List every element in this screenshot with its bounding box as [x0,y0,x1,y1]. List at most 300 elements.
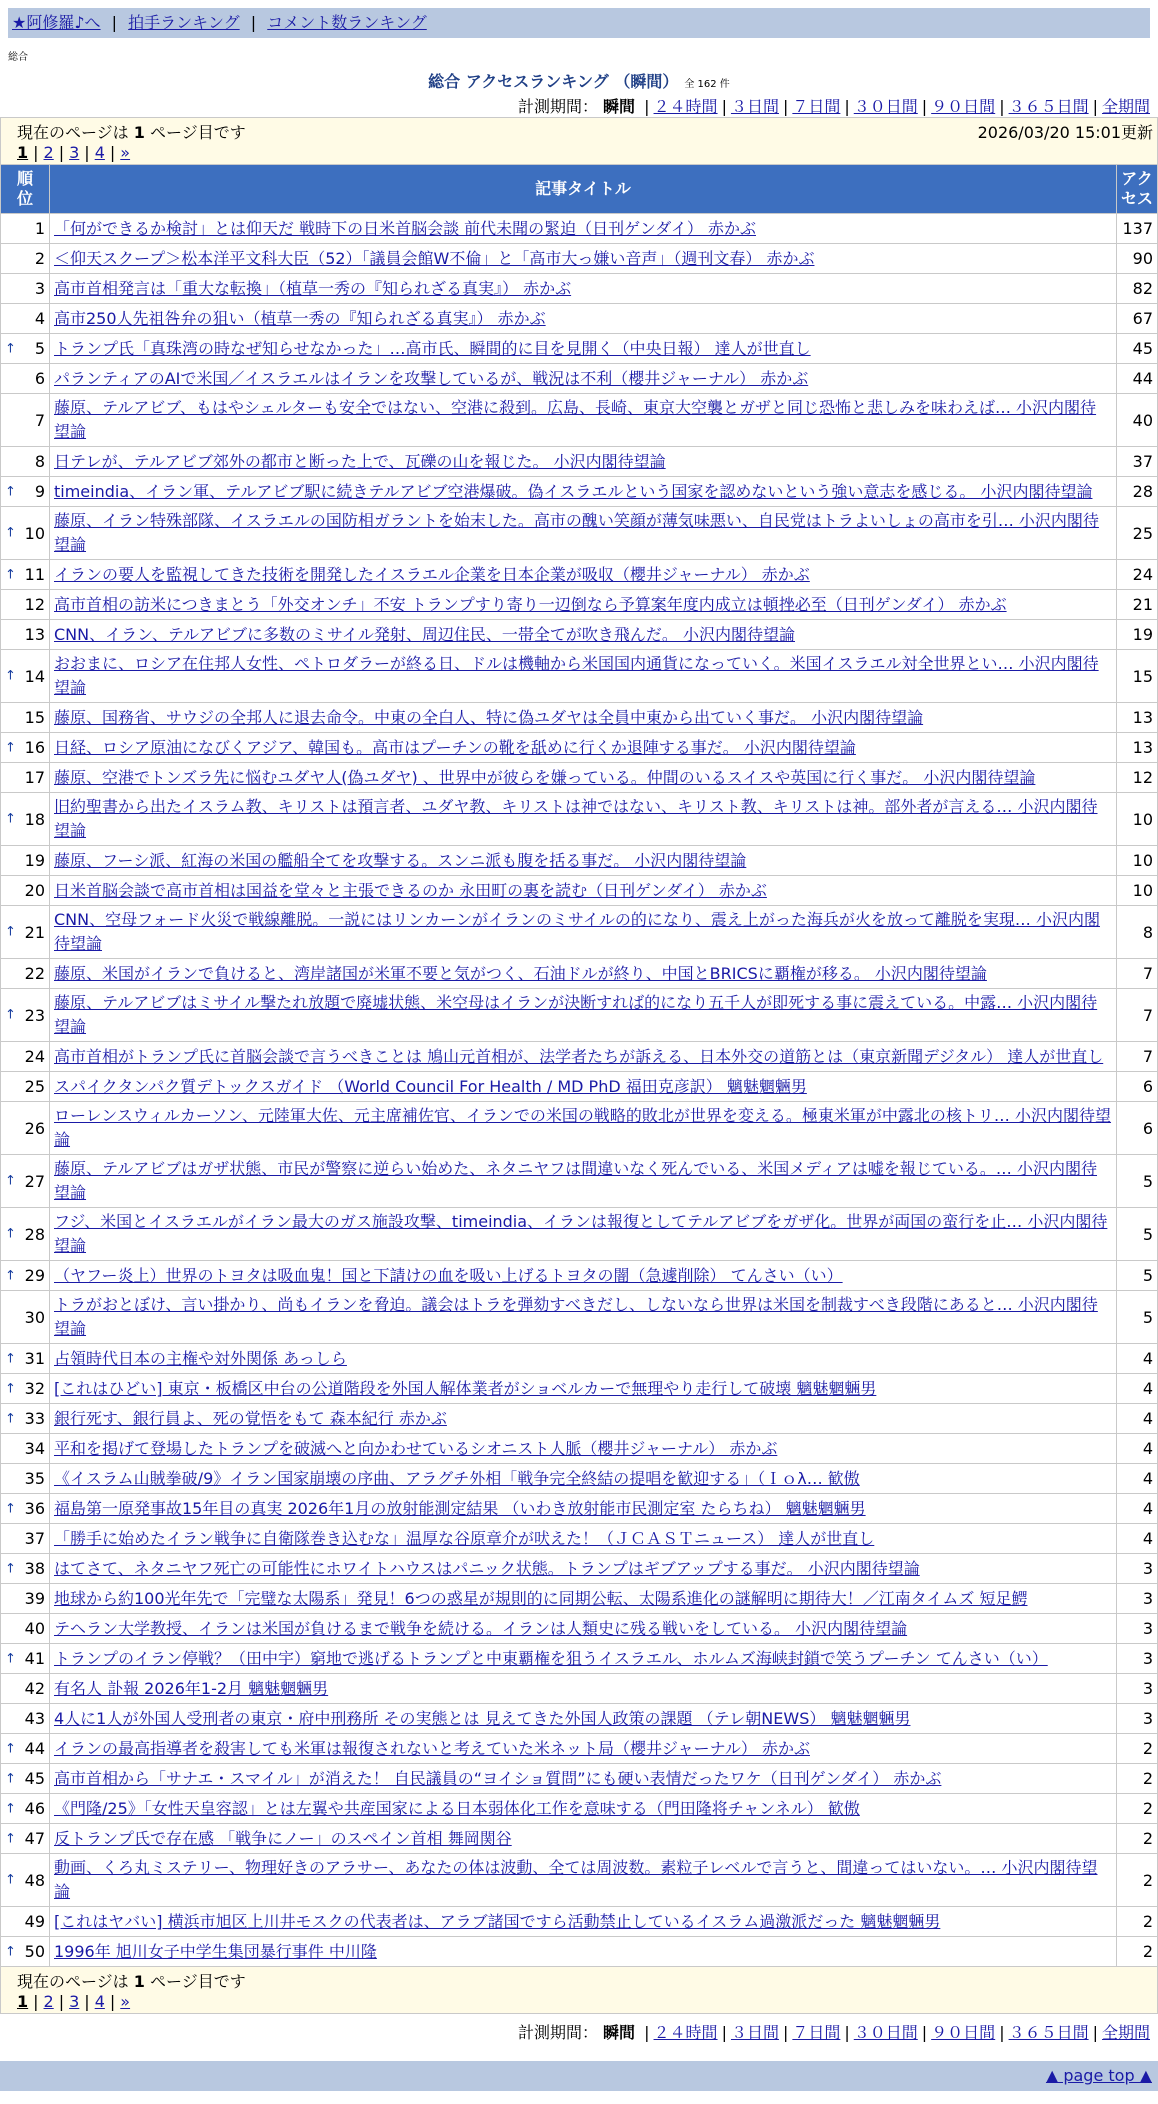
article-title-link[interactable]: [これはヤバい] 横浜市旭区上川井モスクの代表者は、アラブ諸国ですら活動禁止しているイスラム過激派だった 魑魅魍魎男 [54,1911,941,1931]
pager-separator: | [84,1992,90,2011]
article-title-link[interactable]: テヘラン大学教授、イランは米国が負けるまで戦争を続ける。イランは人類史に残る戦いをしている。 小沢内閣待望論 [54,1618,908,1638]
period-link[interactable]: ３６５日間 [1008,97,1089,116]
rank-up-icon: ↑ [5,525,16,541]
access-count: 44 [1117,364,1157,393]
rank-up-icon: ↑ [5,1561,16,1576]
nav-separator: | [250,13,257,32]
table-row [1,1291,1157,1343]
table-row [1,1764,1157,1793]
rank-up-icon: ↑ [5,1872,16,1888]
table-row [1,447,1157,476]
article-title-link[interactable]: timeindia、イラン軍、テルアビブ駅に続きテルアビブ空港爆破。偽イスラエルという国家を認めないという強い意志を感じる。 小沢内閣待望論 [54,481,1093,501]
access-count: 45 [1117,334,1157,363]
period-link[interactable]: ２４時間 [653,97,718,116]
comment-ranking-link[interactable]: コメント数ランキング [267,13,427,32]
article-title-link[interactable]: ローレンスウィルカーソン、元陸軍大佐、元主席補佐官、イランでの米国の戦略的敗北が世界を変える。極東米軍が中露北の核トリ… 小沢内閣待望論 [54,1106,1112,1149]
updated-time: 2026/03/20 15:01更新 [977,123,1153,142]
access-count: 3 [1117,1674,1157,1703]
access-count: 37 [1117,447,1157,476]
pager-link[interactable]: 2 [43,1992,54,2011]
access-count: 82 [1117,274,1157,303]
page-info-number: 1 [133,123,145,142]
access-count: 2 [1117,1937,1157,1966]
title-cell [50,304,1116,333]
table-row [1,1584,1157,1613]
access-count: 10 [1117,793,1157,845]
rank-up-icon: ↑ [5,740,16,755]
rank-cell [1,1614,49,1643]
clap-ranking-link[interactable]: 拍手ランキング [128,13,240,32]
rank-cell [1,733,49,762]
home-link[interactable]: ★阿修羅♪へ [12,13,101,32]
page-info-prefix: 現在のページは [17,123,129,142]
article-title-link[interactable]: ＜仰天スクープ＞松本洋平文科大臣（52）「議員会館W不倫」と「高市大っ嫌い音声」（週刊文春） 赤かぶ [54,248,815,268]
col-header-access: アクセス [1117,165,1157,213]
title-cell [50,763,1116,792]
period-link[interactable]: 全期間 [1101,97,1150,116]
table-row [1,1734,1157,1763]
rank-number: 22 [24,964,45,983]
rank-number: 26 [24,1118,45,1138]
period-link[interactable]: 全期間 [1101,2023,1150,2042]
rank-cell [1,1102,49,1154]
rank-up-icon: ↑ [5,924,16,940]
rank-number: 44 [24,1739,45,1758]
access-count: 21 [1117,590,1157,619]
article-title-link[interactable]: 動画、くろ丸ミステリー、物理好きのアラサー、あなたの体は波動、全ては周波数。素粒子レベルで言うと、間違ってはいない。… 小沢内閣待望論 [54,1858,1098,1901]
total-count: 全 162 件 [684,79,730,90]
rank-number: 33 [24,1409,45,1428]
access-count: 24 [1117,560,1157,589]
title-cell [50,989,1116,1041]
table-row [1,1404,1157,1433]
access-count: 6 [1117,1102,1157,1154]
table-row [1,1794,1157,1823]
footer-bar [0,2061,1158,2091]
pager-top [17,143,1153,162]
rank-number: 39 [24,1589,45,1608]
title-cell [50,447,1116,476]
rank-up-icon: ↑ [5,1411,16,1426]
title-cell [50,1644,1116,1673]
table-row [1,304,1157,333]
rank-cell [1,560,49,589]
period-separator: | [782,2023,789,2042]
rank-cell [1,214,49,243]
table-row [1,906,1157,958]
article-title-link[interactable]: 反トランプ氏で存在感 「戦争にノー」のスペイン首相 舞岡関谷 [54,1828,512,1848]
table-row [1,394,1157,446]
pager-separator: | [84,143,90,162]
article-title-link[interactable]: CNN、空母フォード火災で戦線離脱。一説にはリンカーンがイランのミサイルの的になり、震え上がった海兵が火を放って離脱を実現… 小沢内閣待望論 [54,910,1100,953]
article-title-link[interactable]: パランティアのAIで米国／イスラエルはイランを攻撃しているが、戦況は不利（櫻井ジャーナル） 赤かぶ [54,368,809,388]
title-cell [50,1824,1116,1853]
rank-up-icon: ↑ [5,1651,16,1666]
rank-up-icon: ↑ [5,1741,16,1756]
article-title-link[interactable]: フジ、米国とイスラエルがイラン最大のガス施設攻撃、timeindia、イランは報復としてテルアビブをガザ化。世界が両国の蛮行を止… 小沢内閣待望論 [54,1212,1108,1255]
page-info-top [1,118,1157,164]
title-cell [50,1674,1116,1703]
article-title-link[interactable]: 藤原、国務省、サウジの全邦人に退去命令。中東の全白人、特に偽ユダヤは全員中東から出ていく事だ。 小沢内閣待望論 [54,707,924,727]
rank-cell [1,447,49,476]
rank-cell [1,274,49,303]
table-row [1,1644,1157,1673]
access-count: 4 [1117,1434,1157,1463]
period-link[interactable]: ３６５日間 [1008,2023,1089,2042]
pager-separator: | [109,143,116,162]
title-cell [50,703,1116,732]
table-row [1,1907,1157,1936]
rank-cell [1,1937,49,1966]
rank-cell [1,1464,49,1493]
access-count: 7 [1117,1042,1157,1071]
rank-cell [1,304,49,333]
rank-number: 27 [24,1171,45,1191]
title-cell [50,620,1116,649]
article-title-link[interactable]: 高市250人先祖咎弁の狙い（植草一秀の『知られざる真実』） 赤かぶ [54,308,546,328]
rank-up-icon: ↑ [5,1801,16,1816]
article-title-link[interactable]: 旧約聖書から出たイスラム教、キリストは預言者、ユダヤ教、キリストは神ではない、キリスト教、キリストは神。部外者が言える… 小沢内閣待望論 [54,797,1098,840]
access-count: 10 [1117,846,1157,875]
table-row [1,1704,1157,1733]
period-separator: | [721,97,727,116]
table-row [1,1374,1157,1403]
access-count: 4 [1117,1344,1157,1373]
article-title-link[interactable]: 「何ができるか検討」とは仰天だ 戦時下の日米首脳会談 前代未聞の緊迫（日刊ゲンダイ） 赤かぶ [54,218,756,238]
article-title-link[interactable]: イランの最高指導者を殺害しても米軍は報復されないと考えていた米ネット局（櫻井ジャーナル） 赤かぶ [54,1738,810,1758]
access-count: 19 [1117,620,1157,649]
table-row [1,1674,1157,1703]
rank-number: 8 [34,452,45,471]
title-cell [50,364,1116,393]
rank-cell [1,650,49,702]
article-title-link[interactable]: 藤原、テルアビブ、もはやシェルターも安全ではない、空港に殺到。広島、長崎、東京大空襲とガザと同じ恐怖と悲しみを味わえば… 小沢内閣待望論 [54,398,1097,441]
table-row [1,989,1157,1041]
rank-number: 15 [24,708,45,727]
article-title-link[interactable]: 4人に1人が外国人受刑者の東京・府中刑務所 その実態とは 見えてきた外国人政策の課題 （テレ朝NEWS） 魑魅魍魎男 [54,1708,911,1728]
article-title-link[interactable]: イランの要人を監視してきた技術を開発したイスラエル企業を日本企業が吸収（櫻井ジャーナル） 赤かぶ [54,564,810,584]
article-title-link[interactable]: 「勝手に始めたイラン戦争に自衛隊巻き込むな」温厚な谷原章介が吠えた！（ＪＣＡＳＴニュース） 達人が世直し [54,1528,875,1548]
rank-number: 50 [24,1942,45,1961]
table-row [1,703,1157,732]
rank-cell [1,1524,49,1553]
rank-cell [1,1404,49,1433]
col-header-title: 記事タイトル [50,165,1116,213]
period-link[interactable]: ７日間 [792,2023,841,2042]
article-title-link[interactable]: 有名人 訃報 2026年1-2月 魑魅魍魎男 [54,1678,329,1698]
pager-link[interactable]: 4 [94,143,105,162]
rank-number: 32 [24,1379,45,1398]
article-title-link[interactable]: 藤原、テルアビブはミサイル撃たれ放題で廃墟状態、米空母はイランが決断すれば的になり五千人が即死する事に震えている。中露… 小沢内閣待望論 [54,993,1098,1036]
rank-cell [1,1734,49,1763]
table-row [1,1208,1157,1260]
table-row [1,364,1157,393]
article-title-link[interactable]: [これはひどい] 東京・板橋区中台の公道階段を外国人解体業者がショベルカーで無理やり走行して破壊 魑魅魍魎男 [54,1378,877,1398]
page-info-suffix: ページ目です [150,1972,246,1991]
article-title-link[interactable]: トラがおとぼけ、言い掛かり、尚もイランを脅迫。議会はトラを弾劾すべきだし、しないなら世界は米国を制裁すべき段階にあると… 小沢内閣待望論 [54,1295,1098,1338]
table-row [1,1554,1157,1583]
period-label: 計測期間： [517,97,598,116]
period-selector-top [8,94,1150,117]
rank-cell [1,620,49,649]
title-cell [50,1404,1116,1433]
access-count: 137 [1117,214,1157,243]
rank-cell [1,1042,49,1071]
title-cell [50,1524,1116,1553]
rank-cell [1,1794,49,1823]
rank-cell [1,590,49,619]
article-title-link[interactable]: 高市首相発言は「重大な転換」（植草一秀の『知られざる真実』） 赤かぶ [54,278,572,298]
period-separator: | [1092,97,1098,116]
rank-cell [1,703,49,732]
access-count: 10 [1117,876,1157,905]
title-cell [50,1764,1116,1793]
rank-number: 31 [24,1349,45,1368]
title-cell [50,1042,1116,1071]
period-links [640,97,1150,116]
title-cell [50,1614,1116,1643]
article-title-link[interactable]: 高市首相の訪米につきまとう「外交オンチ」不安 トランプすり寄り一辺倒なら予算案年度内成立は頓挫必至（日刊ゲンダイ） 赤かぶ [54,594,1007,614]
rank-number: 47 [24,1829,45,1848]
rank-cell [1,394,49,446]
access-count: 2 [1117,1907,1157,1936]
article-title-link[interactable]: 日米首脳会談で高市首相は国益を堂々と主張できるのか 永田町の裏を読む（日刊ゲンダイ） 赤かぶ [54,880,767,900]
article-title-link[interactable]: はてさて、ネタニヤフ死亡の可能性にホワイトハウスはパニック状態。トランプはギブアップする事だ。 小沢内閣待望論 [54,1558,920,1578]
table-row [1,650,1157,702]
rank-cell [1,477,49,506]
pager-separator: | [58,143,65,162]
title-cell [50,650,1116,702]
article-title-link[interactable]: 高市首相がトランプ氏に首脳会談で言うべきことは 鳩山元首相が、法学者たちが訴える、日本外交の道筋とは（東京新聞デジタル） 達人が世直し [54,1046,1104,1066]
rank-number: 30 [24,1307,45,1327]
period-link[interactable]: ７日間 [792,97,841,116]
access-count: 3 [1117,1644,1157,1673]
table-row [1,560,1157,589]
table-row [1,244,1157,273]
period-separator: | [844,97,850,116]
rank-number: 45 [24,1769,45,1788]
rank-number: 10 [24,523,45,543]
table-row [1,1434,1157,1463]
period-link[interactable]: ３日間 [730,97,779,116]
access-count: 3 [1117,1704,1157,1733]
access-count: 4 [1117,1374,1157,1403]
rank-number: 3 [34,279,45,298]
table-row [1,1524,1157,1553]
title-cell [50,733,1116,762]
period-separator: | [999,97,1005,116]
rank-cell [1,1374,49,1403]
rank-cell [1,959,49,988]
rank-number: 37 [24,1529,45,1548]
title-cell [50,1208,1116,1260]
table-row [1,1614,1157,1643]
period-link[interactable]: ９０日間 [931,2023,996,2042]
table-row [1,507,1157,559]
table-row [1,793,1157,845]
article-title-link[interactable]: 藤原、テルアビブはガザ状態、市民が警察に逆らい始めた、ネタニヤフは間違いなく死んでいる、米国メディアは嘘を報じている。… 小沢内閣待望論 [54,1159,1098,1202]
rank-cell [1,1854,49,1906]
rank-number: 9 [34,482,45,501]
period-link[interactable]: ３日間 [730,2023,779,2042]
period-separator: | [721,2023,727,2042]
article-title-link[interactable]: 地球から約100光年先で「完璧な太陽系」発見！6つの惑星が規則的に同期公転、太陽系進化の謎解明に期待大！／江南タイムズ 短足鰐 [54,1588,1028,1608]
rank-cell [1,244,49,273]
article-title-link[interactable]: 日テレが、テルアビブ郊外の都市と断った上で、瓦礫の山を報じた。 小沢内閣待望論 [54,451,666,471]
article-title-link[interactable]: 藤原、フーシ派、紅海の米国の艦船全てを攻撃する。スンニ派も腹を括る事だ。 小沢内閣待望論 [54,850,747,870]
access-count: 4 [1117,1464,1157,1493]
article-title-link[interactable]: 占領時代日本の主権や対外関係 あっしら [54,1348,347,1368]
rank-number: 35 [24,1469,45,1488]
rank-up-icon: ↑ [5,668,16,684]
top-nav [8,8,1150,38]
article-title-link[interactable]: 日経、ロシア原油になびくアジア、韓国も。高市はプーチンの靴を舐めに行くか退陣する事だ。 小沢内閣待望論 [54,737,856,757]
period-separator: | [1092,2023,1098,2042]
pager-link[interactable]: 4 [94,1992,105,2011]
rank-cell [1,1644,49,1673]
rank-number: 40 [24,1619,45,1638]
access-count: 5 [1117,1208,1157,1260]
rank-number: 19 [24,851,45,870]
rank-cell [1,1584,49,1613]
rank-up-icon: ↑ [5,1944,16,1959]
period-links [640,2023,1150,2042]
table-row [1,1824,1157,1853]
table-row [1,1102,1157,1154]
article-title-link[interactable]: 藤原、イラン特殊部隊、イスラエルの国防相ガラントを始末した。高市の醜い笑顔が薄気味悪い、自民党はトラよいしょの高市を引… 小沢内閣待望論 [54,511,1099,554]
rank-cell [1,876,49,905]
access-count: 2 [1117,1764,1157,1793]
table-row [1,876,1157,905]
pager-link[interactable]: 3 [69,1992,80,2011]
col-header-rank: 順位 [1,165,49,213]
rank-number: 14 [24,666,45,686]
table-row [1,1344,1157,1373]
rank-up-icon: ↑ [5,1501,16,1516]
article-title-link[interactable]: 《門隆/25》「女性天皇容認」とは左翼や共産国家による日本弱体化工作を意味する（門田隆将チャンネル） 歓傲 [54,1798,860,1818]
ranking-table [0,117,1158,2014]
period-separator: | [844,2023,850,2042]
access-count: 2 [1117,1794,1157,1823]
table-row [1,1072,1157,1101]
pager-next-link[interactable]: » [120,1992,131,2011]
title-cell [50,1155,1116,1207]
title-cell [50,1102,1116,1154]
page-info-suffix: ページ目です [150,123,246,142]
pager-link[interactable]: 3 [69,143,80,162]
title-cell [50,1344,1116,1373]
rank-number: 24 [24,1047,45,1066]
rank-up-icon: ↑ [5,1831,16,1846]
rank-number: 18 [24,809,45,829]
page-heading [8,69,1150,92]
article-title-link[interactable]: 藤原、空港でトンズラ先に悩むユダヤ人(偽ユダヤ) 、世界中が彼らを嫌っている。仲間のいるスイスや英国に行く事だ。 小沢内閣待望論 [54,767,1036,787]
table-row [1,763,1157,792]
article-title-link[interactable]: （ヤフー炎上）世界のトヨタは吸血鬼！国と下請けの血を吸い上げるトヨタの闇（急遽削除） てんさい（い） [54,1265,843,1285]
rank-number: 42 [24,1679,45,1698]
rank-up-icon: ↑ [5,484,16,499]
rank-up-icon: ↑ [5,567,16,582]
table-row [1,1464,1157,1493]
period-current: 瞬間 [603,2023,636,2042]
rank-up-icon: ↑ [5,811,16,827]
table-row [1,477,1157,506]
access-count: 28 [1117,477,1157,506]
period-link[interactable]: ３０日間 [853,2023,918,2042]
access-count: 8 [1117,906,1157,958]
title-cell [50,244,1116,273]
rank-number: 1 [34,219,45,238]
article-title-link[interactable]: 《イスラム山賊拳破/9》イラン国家崩壊の序曲、アラグチ外相「戦争完全終結の提唱を歓迎する」（Ｉｏλ… 歓傲 [54,1468,860,1488]
period-separator: | [999,2023,1005,2042]
article-title-link[interactable]: トランプのイラン停戦？（田中宇）窮地で逃げるトランプと中東覇権を狙うイスラエル、ホルムズ海峡封鎖で笑うプーチン てんさい（い） [54,1648,1048,1668]
title-cell [50,1261,1116,1290]
access-count: 2 [1117,1734,1157,1763]
access-count: 3 [1117,1614,1157,1643]
rank-cell [1,1674,49,1703]
rank-cell [1,1824,49,1853]
rank-cell [1,1704,49,1733]
rank-cell [1,1155,49,1207]
table-row [1,590,1157,619]
table-row [1,846,1157,875]
access-count: 3 [1117,1554,1157,1583]
access-count: 13 [1117,733,1157,762]
title-cell [50,846,1116,875]
access-count: 15 [1117,650,1157,702]
title-cell [50,1937,1116,1966]
title-cell [50,959,1116,988]
title-cell [50,1704,1116,1733]
table-row [1,334,1157,363]
article-title-link[interactable]: 平和を掲げて登場したトランプを破滅へと向かわせているシオニスト人脈（櫻井ジャーナル） 赤かぶ [54,1438,778,1458]
rank-up-icon: ↑ [5,1771,16,1786]
rank-number: 28 [24,1224,45,1244]
page-info-number: 1 [133,1972,145,1991]
nav-separator: | [111,13,118,32]
pager-next-link[interactable]: » [120,143,131,162]
title-cell [50,507,1116,559]
title-cell [50,1374,1116,1403]
rank-cell [1,1554,49,1583]
pager-link[interactable]: 2 [43,143,54,162]
access-count: 90 [1117,244,1157,273]
access-count: 13 [1117,703,1157,732]
article-title-link[interactable]: 1996年 旭川女子中学生集団暴行事件 中川隆 [54,1941,377,1961]
article-title-link[interactable]: 藤原、米国がイランで負けると、湾岸諸国が米軍不要と気がつく、石油ドルが終り、中国とBRICSに覇権が移る。 小沢内閣待望論 [54,963,987,983]
article-title-link[interactable]: トランプ氏「真珠湾の時なぜ知らせなかった」…高市氏、瞬間的に目を見開く（中央日報） 達人が世直し [54,338,811,358]
access-count: 3 [1117,1584,1157,1613]
period-selector-bottom [8,2020,1150,2043]
title-cell [50,334,1116,363]
rank-cell [1,763,49,792]
period-link[interactable]: ２４時間 [653,2023,718,2042]
rank-cell [1,1291,49,1343]
rank-cell [1,334,49,363]
article-title-link[interactable]: 福島第一原発事故15年目の真実 2026年1月の放射能測定結果 （いわき放射能市民測定室 たらちね） 魑魅魍魎男 [54,1498,866,1518]
article-title-link[interactable]: スパイクタンパク質デトックスガイド （World Council For Health / MD PhD 福田克彦訳） 魑魅魍魎男 [54,1076,807,1096]
page-top-link[interactable]: ▲ page top ▲ [1045,2066,1152,2085]
table-row [1,1261,1157,1290]
article-title-link[interactable]: CNN、イラン、テルアビブに多数のミサイル発射、周辺住民、一帯全てが吹き飛んだ。 小沢内閣待望論 [54,624,795,644]
rank-cell [1,1072,49,1101]
article-title-link[interactable]: おおまに、ロシア在住邦人女性、ペトロダラーが終る日、ドルは機軸から米国国内通貨になっていく。米国イスラエル対全世界とい… 小沢内閣待望論 [54,654,1099,697]
article-title-link[interactable]: 銀行死す、銀行員よ、死の覚悟をもて 森本紀行 赤かぶ [54,1408,447,1428]
period-link[interactable]: ９０日間 [931,97,996,116]
article-title-link[interactable]: 高市首相から「サナエ・スマイル」が消えた！ 自民議員の“ヨイショ質問”にも硬い表情だったワケ（日刊ゲンダイ） 赤かぶ [54,1768,942,1788]
rank-number: 17 [24,768,45,787]
period-link[interactable]: ３０日間 [853,97,918,116]
